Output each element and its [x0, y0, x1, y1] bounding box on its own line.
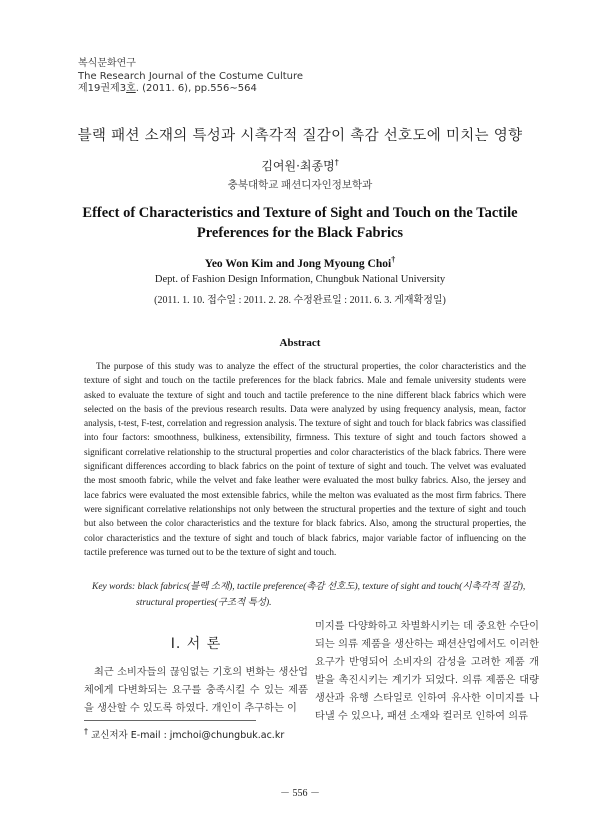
abstract-body: The purpose of this study was to analyze the effect of the structural properties, the color characteristics and the texture of sight and touch on the tactile preferences for the black fabrics. Male and female university students were asked to evaluate the texture of sight and touch and tactile preference to the nine different black fabrics which were selected on the basis of the previous research results. Data were analyzed by using frequency analysis, mean, factor analysis, t-test, F-test, correlation and regression analysis. The texture of sight and touch for black fabrics was classified into four factors: smoothness, bulkiness, extensibility, firmness. This texture of sight and touch factors showed a significant correlative relationship to the structural properties and color characteristics of the black fabrics. There were significant differences according to black fabrics on the point of texture of sight and touch. The velvet was evaluated the most smooth fabric, while the velvet and fake leather were evaluated the most bulky fabrics. Also, the jersey and lace fabrics were evaluated the most extensible fabrics, while the melton was evaluated as the most firm fabrics. There were significant correlative relationships not only between the structural properties and the texture of sight and touch but also between the color characteristics and the texture for black fabrics. Also, among the structural properties, the color characteristics and the texture of sight and touch of black fabrics, major variable factor of influencing on the tactile preference was turned out to be the texture of sight and touch.	[84, 361, 526, 557]
page-number: － 556 －	[280, 788, 320, 799]
journal-citation-rest: . (2011. 6), pp.556∼564	[135, 83, 257, 94]
journal-name-ko: 복식문화연구	[78, 58, 136, 69]
affiliation-en: Dept. of Fashion Design Information, Chungbuk National University	[154, 274, 446, 285]
body-text-right-column: 미지를 다양화하고 차별화시키는 데 중요한 수단이 되는 의류 제품을 생산하는 패션산업에서도 이러한 요구가 반영되어 소비자의 감성을 고려한 제품 개발을 촉진시키는 계기가 되었다. 의류 제품은 대량생산과 유행 스타일로 인하여 유사한 이미지를 나타낼 수 있으나, 패션 소재와 컬러로 인하여 의류	[315, 621, 539, 722]
keywords-text-1: black fabrics(블랙 소재), tactile preference(촉감 선호도), texture of sight and touch(시촉각적 질감),	[137, 582, 526, 592]
authors-en: Yeo Won Kim and Jong Myoung Choi	[204, 257, 392, 270]
authors-ko: 김여원·최종명	[261, 159, 335, 173]
authors-ko-line	[0, 157, 600, 174]
journal-name-en: The Research Journal of the Costume Culture	[78, 70, 304, 82]
journal-issue-word: 호	[126, 83, 136, 94]
footnote	[84, 727, 284, 741]
footnote-marker: †	[84, 727, 88, 736]
paper-title-ko: 블랙 패션 소재의 특성과 시촉각적 질감이 촉감 선호도에 미치는 영향	[77, 128, 523, 144]
abstract-heading: Abstract	[279, 337, 321, 349]
body-text-left-column: 최근 소비자들의 끊임없는 기호의 변화는 생산업체에게 다변화되는 요구를 충족시킬 수 있는 제품을 생산할 수 있도록 하였다. 개인이 추구하는 이	[84, 667, 308, 714]
submission-dates: (2011. 1. 10. 접수일 : 2011. 2. 28. 수정완료일 : 2011. 6. 3. 게재확정일)	[154, 295, 446, 306]
affiliation-ko: 충북대학교 패션디자인정보학과	[227, 180, 373, 191]
journal-header	[78, 58, 303, 96]
footnote-divider	[84, 720, 256, 721]
keywords-line-2: structural properties(구조적 특성).	[136, 598, 272, 608]
corresponding-author-marker: †	[334, 158, 339, 167]
authors-en-line	[0, 255, 600, 270]
footnote-text: 교신저자 E-mail : jmchoi@chungbuk.ac.kr	[91, 730, 285, 742]
section-heading-introduction: Ⅰ. 서 론	[170, 636, 222, 652]
keywords-label: Key words:	[92, 582, 136, 592]
keywords-line-1	[92, 579, 532, 595]
journal-citation	[78, 83, 303, 96]
corresponding-author-marker-en: †	[391, 255, 396, 264]
keywords	[92, 579, 532, 611]
paper-title-en: Effect of Characteristics and Texture of Sight and Touch on the Tactile Preferences for the Black Fabrics	[82, 205, 518, 241]
journal-volume-prefix: 제19권제3	[78, 83, 127, 94]
